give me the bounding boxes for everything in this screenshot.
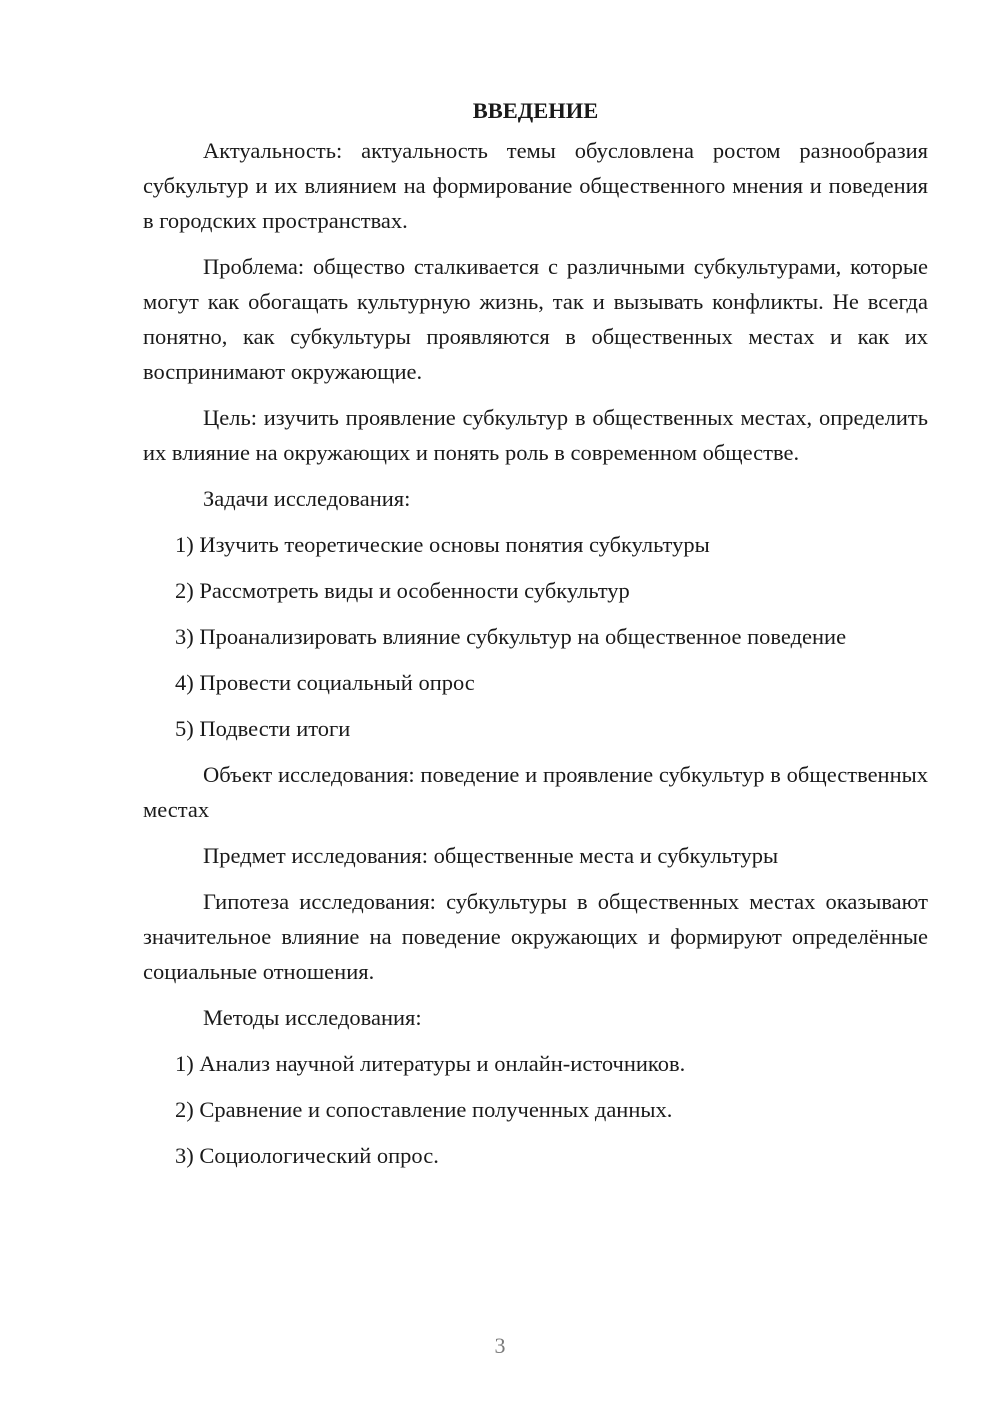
section-title: ВВЕДЕНИЕ [472,98,599,123]
problem-paragraph: Проблема: общество сталкивается с различными субкультурами, которые могут как обогащать культурную жизнь, так и вызывать конфликты. Не всегда понятно, как субкультуры проявляются в общественных местах и как их воспринимают окружающие. [143,254,928,384]
relevance-paragraph: Актуальность: актуальность темы обусловлена ростом разнообразия субкультур и их влиянием на формирование общественного мнения и поведения в городских пространствах. [143,138,928,233]
document-body [143,96,928,1184]
list-item: 1) Анализ научной литературы и онлайн-источников. [175,1051,686,1076]
list-item: 2) Сравнение и сопоставление полученных данных. [175,1097,673,1122]
hypothesis-paragraph: Гипотеза исследования: субкультуры в общественных местах оказывают значительное влияние на поведение окружающих и формируют определённые социальные отношения. [143,889,928,984]
methods-heading: Методы исследования: [203,1005,422,1030]
list-item: 1) Изучить теоретические основы понятия субкультуры [175,532,710,557]
list-item: 3) Проанализировать влияние субкультур на общественное поведение [175,624,847,649]
page-number: 3 [494,1333,506,1358]
methods-list [143,1046,928,1173]
list-item: 2) Рассмотреть виды и особенности субкультур [175,578,630,603]
tasks-list [143,527,928,746]
tasks-heading: Задачи исследования: [203,486,411,511]
list-item: 4) Провести социальный опрос [175,670,475,695]
list-item: 5) Подвести итоги [175,716,351,741]
subject-paragraph: Предмет исследования: общественные места и субкультуры [203,843,779,868]
goal-paragraph: Цель: изучить проявление субкультур в общественных местах, определить их влияние на окружающих и понять роль в современном обществе. [143,405,928,465]
object-paragraph: Объект исследования: поведение и проявление субкультур в общественных местах [143,762,928,822]
list-item: 3) Социологический опрос. [175,1143,439,1168]
